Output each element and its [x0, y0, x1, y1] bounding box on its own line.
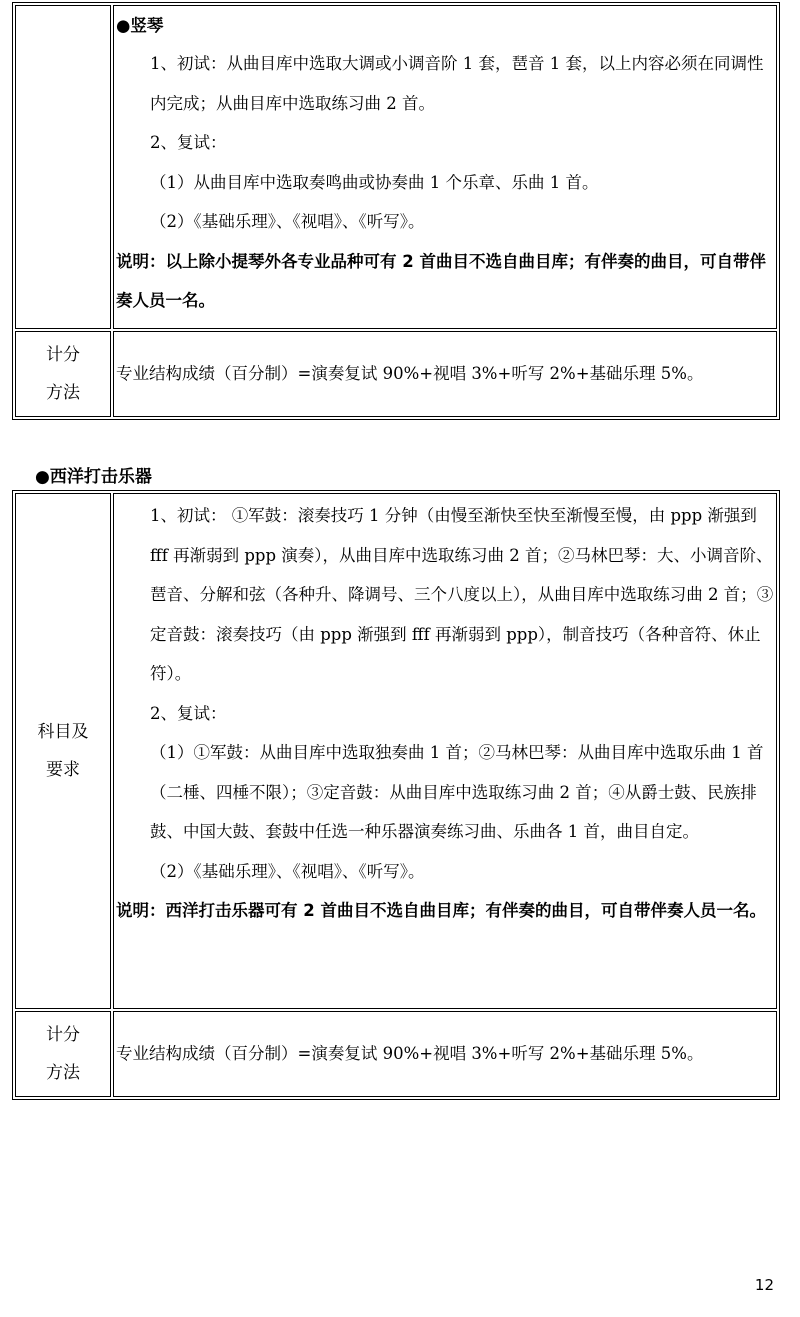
harp-score-row — [15, 331, 777, 417]
harp-heading: ●竖琴 — [116, 16, 164, 35]
percussion-score-text: 专业结构成绩（百分制）=演奏复试 90%+视唱 3%+听写 2%+基础乐理 5%。 — [113, 1011, 777, 1097]
harp-retest-item-1: （1）从曲目库中选取奏鸣曲或协奏曲 1 个乐章、乐曲 1 首。 — [150, 172, 599, 192]
harp-table — [12, 2, 780, 420]
harp-retest-item-2: （2）《基础乐理》、《视唱》、《听写》。 — [150, 212, 425, 231]
percussion-retest-item-1: （1）①军鼓：从曲目库中选取独奏曲 1 首；②马林巴琴：从曲目库中选取乐曲 1 首（二棰、四棰不限）；③定音鼓：从曲目库中选取练习曲 2 首；④从爵士鼓、民族排鼓、中国大鼓、套鼓中任选一种乐器演奏练习曲、乐曲各 1 首，曲目自定。 — [150, 743, 764, 841]
percussion-retest-title: 2、复试： — [150, 703, 227, 723]
harp-score-label-cell — [15, 331, 111, 417]
harp-score-label-2: 方法 — [46, 383, 80, 403]
harp-retest-title: 2、复试： — [150, 133, 227, 152]
percussion-note: 说明：西洋打击乐器可有 2 首曲目不选自曲目库；有伴奏的曲目，可自带伴奏人员一名。 — [116, 901, 766, 920]
percussion-score-label-cell — [15, 1011, 111, 1097]
percussion-score-row — [15, 1011, 777, 1097]
harp-requirements-cell — [113, 5, 777, 329]
percussion-subject-label-cell — [15, 493, 111, 1009]
harp-score-text: 专业结构成绩（百分制）=演奏复试 90%+视唱 3%+听写 2%+基础乐理 5%。 — [113, 331, 777, 417]
percussion-subject-label-2: 要求 — [46, 760, 80, 780]
harp-note: 说明：以上除小提琴外各专业品种可有 2 首曲目不选自曲目库；有伴奏的曲目，可自带伴奏人员一名。 — [116, 251, 766, 310]
page-number: 12 — [754, 1276, 774, 1294]
harp-score-label-1: 计分 — [46, 345, 80, 365]
percussion-score-label-1: 计分 — [46, 1025, 80, 1045]
percussion-requirements-row — [15, 493, 777, 1009]
harp-preliminary-text: 1、初试：从曲目库中选取大调或小调音阶 1 套，琶音 1 套，以上内容必须在同调性内完成；从曲目库中选取练习曲 2 首。 — [150, 54, 764, 113]
percussion-section-title: ●西洋打击乐器 — [35, 467, 152, 487]
percussion-preliminary-text: 1、初试： ①军鼓：滚奏技巧 1 分钟（由慢至渐快至快至渐慢至慢，由 ppp 渐强到 fff 再渐弱到 ppp 演奏），从曲目库中选取练习曲 2 首；②马林巴琴：大、小调音阶、琶音、分解和弦（各种升、降调号、三个八度以上），从曲目库中选取练习曲 2 首；③定音鼓：滚奏技巧（由 ppp 渐强到 fff 再渐弱到 ppp），制音技巧（各种音符、休止符）。 — [150, 506, 774, 683]
harp-subject-label-cell — [15, 5, 111, 329]
percussion-table — [12, 490, 780, 1100]
percussion-subject-label-1: 科目及 — [37, 722, 89, 742]
percussion-requirements-cell — [113, 493, 777, 1009]
percussion-retest-item-2: （2）《基础乐理》、《视唱》、《听写》。 — [150, 861, 425, 881]
percussion-score-label-2: 方法 — [46, 1063, 80, 1083]
harp-requirements-row — [15, 5, 777, 329]
